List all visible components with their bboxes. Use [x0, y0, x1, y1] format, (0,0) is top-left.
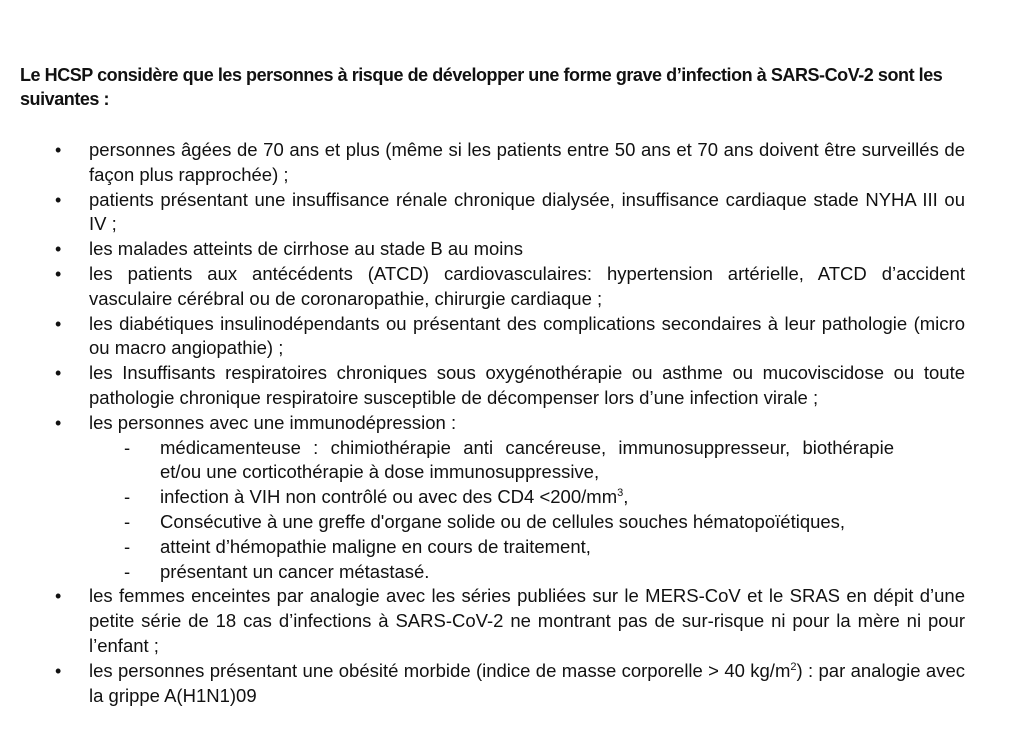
list-item-text: les femmes enceintes par analogie avec les séries publiées sur le MERS-CoV et le SRAS en dépit d’une petite série de 18 cas d’infections à SARS-CoV-2 ne montrant pas de sur-risque ni pour la mère ni pour l’enfant ; — [89, 585, 965, 656]
sub-list-item — [89, 485, 894, 510]
bullet-icon: • — [55, 412, 62, 433]
list-item — [0, 361, 965, 411]
list-item-text: personnes âgées de 70 ans et plus (même si les patients entre 50 ans et 70 ans doivent être surveillés de façon plus rapprochée) ; — [89, 139, 965, 185]
list-item-text: les Insuffisants respiratoires chroniques sous oxygénothérapie ou asthme ou mucoviscidose ou toute pathologie chronique respiratoire susceptible de décompenser lors d’une infection virale ; — [89, 362, 965, 408]
list-item-text: les malades atteints de cirrhose au stade B au moins — [89, 238, 523, 260]
sub-list-item — [89, 510, 894, 535]
bullet-icon: • — [55, 660, 62, 681]
dash-icon: - — [124, 436, 131, 458]
text-segment: les personnes présentant une obésité morbide (indice de masse corporelle > 40 kg/m — [89, 659, 791, 681]
list-item — [0, 262, 965, 312]
list-item — [0, 659, 965, 709]
bullet-icon: • — [55, 313, 62, 334]
list-item — [0, 237, 965, 262]
sub-list-item-text: Consécutive à une greffe d'organe solide ou de cellules souches hématopoïétiques, — [160, 510, 846, 532]
list-item-immunodepression — [0, 411, 965, 585]
list-item-text: les patients aux antécédents (ATCD) cardiovasculaires: hypertension artérielle, ATCD d’accident vasculaire cérébral ou de coronaropathie, chirurgie cardiaque ; — [89, 262, 965, 309]
list-item-text: les personnes avec une immunodépression : — [89, 411, 457, 433]
bullet-icon: • — [55, 140, 62, 160]
bullet-icon: • — [55, 586, 62, 607]
bullet-icon: • — [55, 263, 62, 284]
list-item-text — [89, 660, 965, 706]
list-item — [0, 138, 965, 188]
sub-list-item — [89, 436, 894, 486]
sub-list-item-text: présentant un cancer métastasé. — [160, 560, 430, 582]
sub-list-item-text: médicamenteuse : chimiothérapie anti cancéreuse, immunosuppresseur, biothérapie et/ou une corticothérapie à dose immunosuppressive, — [160, 436, 894, 483]
risk-list — [0, 138, 1024, 708]
immunodepression-sub-list — [89, 436, 965, 585]
dash-icon: - — [124, 560, 131, 582]
sub-list-item-text: atteint d’hémopathie maligne en cours de traitement, — [160, 535, 591, 557]
dash-icon: - — [124, 486, 131, 508]
sub-list-item — [89, 535, 894, 560]
list-item — [0, 188, 965, 238]
text-segment: , — [623, 486, 629, 508]
sub-list-item-text — [160, 486, 628, 507]
sub-list-item — [89, 560, 894, 585]
text-segment: ) : par analogie avec la grippe A(H1N1)09 — [89, 659, 965, 706]
list-item — [0, 584, 965, 658]
list-item-text: patients présentant une insuffisance rénale chronique dialysée, insuffisance cardiaque stade NYHA III ou IV ; — [89, 188, 965, 235]
superscript: 2 — [790, 660, 797, 673]
dash-icon: - — [124, 535, 131, 557]
text-segment: infection à VIH non contrôlé ou avec des CD4 <200/mm — [160, 486, 618, 508]
bullet-icon: • — [55, 189, 62, 210]
bullet-icon: • — [55, 239, 62, 260]
bullet-icon: • — [55, 363, 62, 384]
dash-icon: - — [124, 510, 131, 532]
superscript: 3 — [617, 487, 624, 499]
document-heading: Le HCSP considère que les personnes à risque de développer une forme grave d’infection à SARS-CoV-2 sont les suivantes : — [20, 65, 943, 109]
list-item — [0, 312, 965, 362]
list-item-text: les diabétiques insulinodépendants ou présentant des complications secondaires à leur pathologie (micro ou macro angiopathie) ; — [89, 312, 965, 359]
